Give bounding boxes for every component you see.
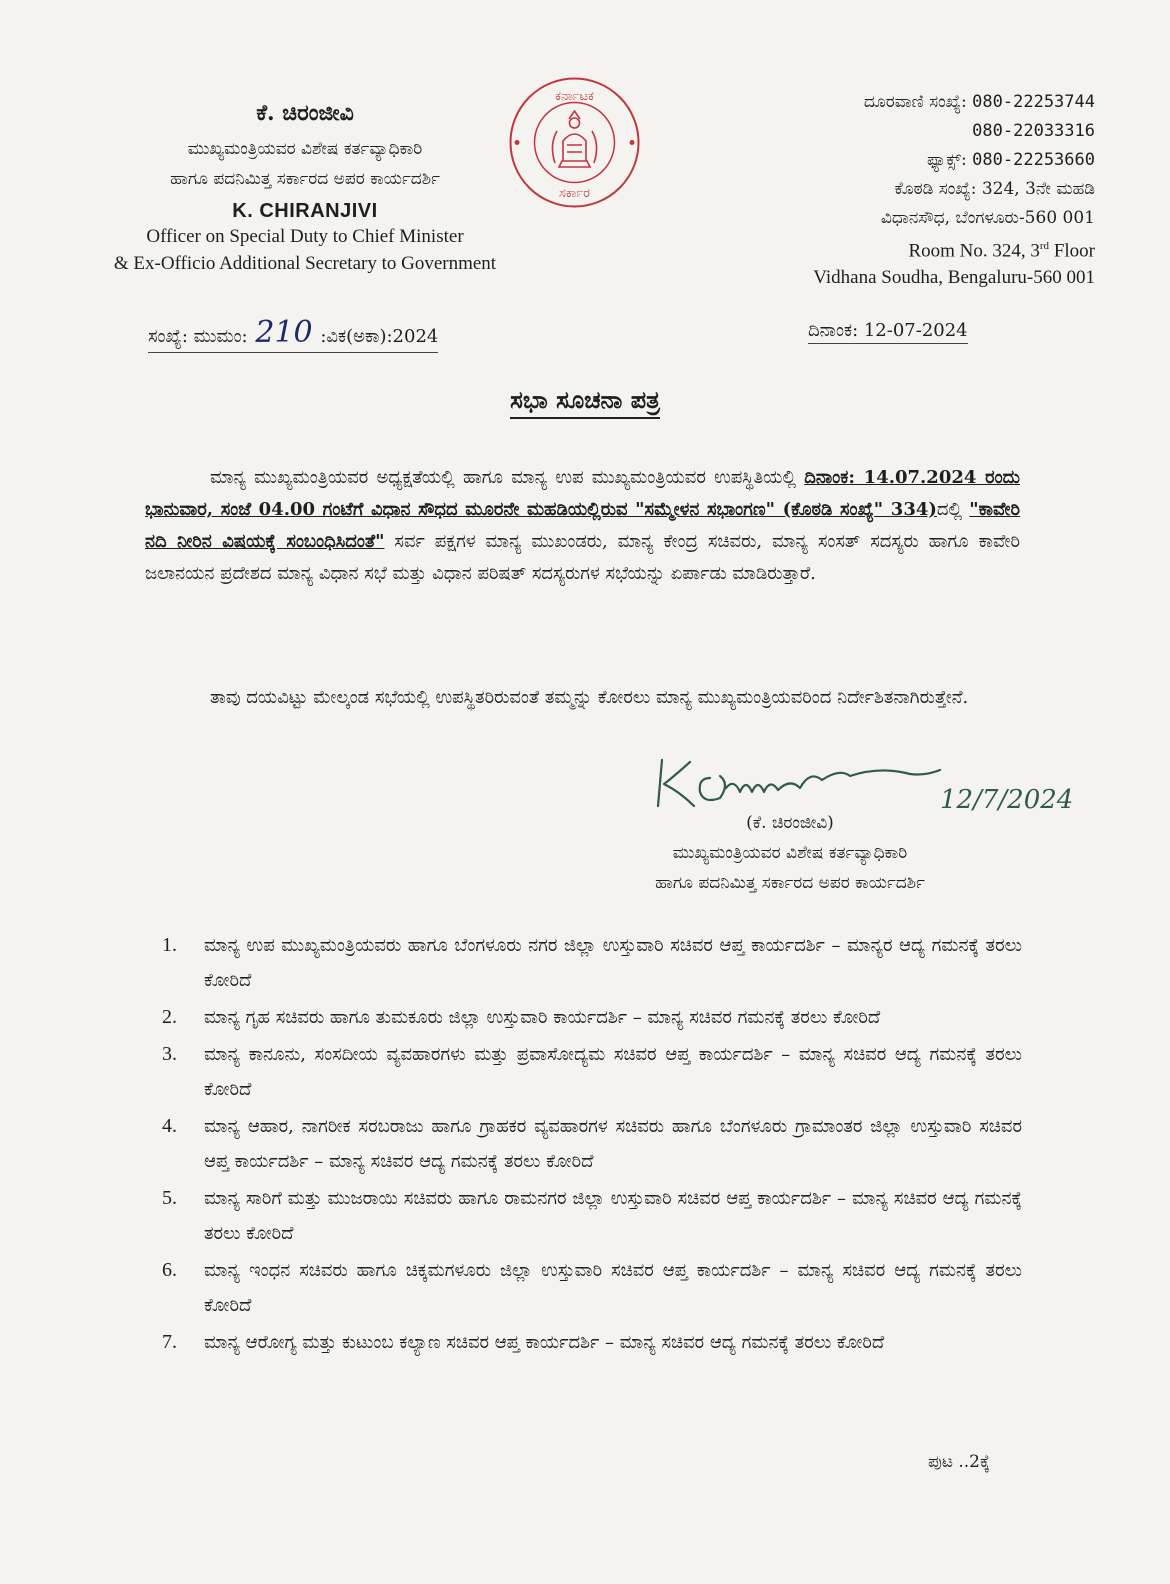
government-seal [507, 75, 642, 210]
seal-text-top: ಕರ್ನಾಟಕ [555, 89, 594, 104]
ref-prefix: ಸಂಖ್ಯೆ: ಮುಮಂ: [148, 326, 248, 347]
para1-subject: "ಕಾವೇರಿ ನದಿ ನೀರಿನ ವಿಷಯಕ್ಕೆ ಸಂಬಂಧಿಸಿದಂತೆ" [145, 499, 1020, 552]
list-item-text: ಮಾನ್ಯ ಇಂಧನ ಸಚಿವರು ಹಾಗೂ ಚಿಕ್ಕಮಗಳೂರು ಜಿಲ್ಲಾ ಉಸ್ತುವಾರಿ ಸಚಿವರ ಆಪ್ತ ಕಾರ್ಯದರ್ಶಿ – ಮಾನ್ಯ ಸಚಿವರ ಆದ್ಯ ಗಮನಕ್ಕೆ ತರಲು ಕೋರಿದೆ [204, 1260, 1022, 1316]
phone-2: 080-22033316 [972, 121, 1095, 141]
list-item-text: ಮಾನ್ಯ ಸಾರಿಗೆ ಮತ್ತು ಮುಜರಾಯಿ ಸಚಿವರು ಹಾಗೂ ರಾಮನಗರ ಜಿಲ್ಲಾ ಉಸ್ತುವಾರಿ ಸಚಿವರ ಆಪ್ತ ಕಾರ್ಯದರ್ಶಿ – ಮಾನ್ಯ ಸಚಿವರ ಆದ್ಯ ಗಮನಕ್ಕೆ ತರಲು ಕೋರಿದೆ [204, 1188, 1022, 1244]
recipient-list [162, 928, 1022, 1362]
list-item-text: ಮಾನ್ಯ ಕಾನೂನು, ಸಂಸದೀಯ ವ್ಯವಹಾರಗಳು ಮತ್ತು ಪ್ರವಾಸೋದ್ಯಮ ಸಚಿವರ ಆಪ್ತ ಕಾರ್ಯದರ್ಶಿ – ಮಾನ್ಯ ಸಚಿವರ ಆದ್ಯ ಗಮನಕ್ಕೆ ತರಲು ಕೋರಿದೆ [204, 1044, 1022, 1100]
phone-line-2 [700, 117, 1095, 146]
address-en: Vidhana Soudha, Bengaluru-560 001 [813, 267, 1095, 289]
list-item-number: 6. [162, 1259, 177, 1281]
list-item-number: 3. [162, 1043, 177, 1065]
list-item-number: 1. [162, 934, 177, 956]
list-item [162, 928, 1022, 998]
list-item-text: ಮಾನ್ಯ ಆರೋಗ್ಯ ಮತ್ತು ಕುಟುಂಬ ಕಲ್ಯಾಣ ಸಚಿವರ ಆಪ್ತ ಕಾರ್ಯದರ್ಶಿ – ಮಾನ್ಯ ಸಚಿವರ ಆದ್ಯ ಗಮನಕ್ಕೆ ತರಲು ಕೋರಿದೆ [204, 1332, 885, 1353]
fax-number: 080-22253660 [972, 150, 1095, 170]
phone-1: 080-22253744 [972, 92, 1095, 112]
list-item-number: 5. [162, 1187, 177, 1209]
para1-meeting-details: ದಿನಾಂಕ: 14.07.2024 ರಂದು ಭಾನುವಾರ, ಸಂಜೆ 04.00 ಗಂಟೆಗೆ ವಿಧಾನ ಸೌಧದ ಮೂರನೇ ಮಹಡಿಯಲ್ಲಿರುವ "ಸಮ್ಮೇಳನ ಸಭಾಂಗಣ" (ಕೊಠಡಿ ಸಂಖ್ಯೆ" 334) [145, 467, 1020, 520]
page-continuation: ಪುಟ ..2ಕ್ಕೆ [928, 1452, 990, 1472]
fax-label: ಫ್ಯಾಕ್ಸ್: [927, 150, 967, 170]
list-item-text: ಮಾನ್ಯ ಗೃಹ ಸಚಿವರು ಹಾಗೂ ತುಮಕೂರು ಜಿಲ್ಲಾ ಉಸ್ತುವಾರಿ ಕಾರ್ಯದರ್ಶಿ – ಮಾನ್ಯ ಸಚಿವರ ಗಮನಕ್ಕೆ ತರಲು ಕೋರಿದೆ [204, 1007, 881, 1028]
address-kn: ವಿಧಾನಸೌಧ, ಬೆಂಗಳೂರು-560 001 [880, 208, 1095, 228]
phone-label: ದೂರವಾಣಿ ಸಂಖ್ಯೆ: [863, 92, 967, 112]
document-title [0, 385, 1170, 414]
list-item-number: 2. [162, 1006, 177, 1028]
sender-title-en-2: & Ex-Officio Additional Secretary to Government [113, 253, 497, 274]
contact-block [700, 88, 1095, 291]
sender-title-en-1: Officer on Special Duty to Chief Minister [146, 226, 464, 247]
letter-date: ದಿನಾಂಕ: 12-07-2024 [808, 320, 968, 344]
ref-suffix: :ವಿಕ(ಅಕಾ):2024 [320, 326, 439, 347]
sender-title-kn-2: ಹಾಗೂ ಪದನಿಮಿತ್ತ ಸರ್ಕಾರದ ಅಪರ ಕಾರ್ಯದರ್ಶಿ [170, 169, 440, 189]
list-item-number: 7. [162, 1331, 177, 1353]
list-item [162, 1253, 1022, 1323]
list-item [162, 1181, 1022, 1251]
room-en-suffix: Floor [1049, 240, 1095, 262]
document-title-text: ಸಭಾ ಸೂಚನಾ ಪತ್ರ [510, 385, 660, 419]
list-item [162, 1000, 1022, 1035]
sender-name-kn: ಕೆ. ಚಿರಂಜೀವಿ [256, 100, 354, 126]
room-en-prefix: Room No. 324, 3 [908, 240, 1040, 262]
signatory-title-1: ಮುಖ್ಯಮಂತ್ರಿಯವರ ವಿಶೇಷ ಕರ್ತವ್ಯಾಧಿಕಾರಿ [672, 843, 908, 863]
para1-c: ದಲ್ಲಿ [936, 499, 970, 520]
signatory-name: (ಕೆ. ಚಿರಂಜೀವಿ) [746, 813, 834, 833]
list-item-text: ಮಾನ್ಯ ಆಹಾರ, ನಾಗರೀಕ ಸರಬರಾಜು ಹಾಗೂ ಗ್ರಾಹಕರ ವ್ಯವಹಾರಗಳ ಸಚಿವರು ಹಾಗೂ ಬೆಂಗಳೂರು ಗ್ರಾಮಾಂತರ ಜಿಲ್ಲಾ ಉಸ್ತುವಾರಿ ಸಚಿವರ ಆಪ್ತ ಕಾರ್ಯದರ್ಶಿ – ಮಾನ್ಯ ಸಚಿವರ ಆದ್ಯ ಗಮನಕ್ಕೆ ತರಲು ಕೋರಿದೆ [204, 1116, 1022, 1172]
signature-date: 12/7/2024 [940, 785, 1074, 815]
signatory-block [560, 808, 1020, 898]
signatory-title-2: ಹಾಗೂ ಪದನಿಮಿತ್ತ ಸರ್ಕಾರದ ಅಪರ ಕಾರ್ಯದರ್ಶಿ [655, 873, 925, 893]
list-item [162, 1325, 1022, 1360]
seal-text-bottom: ಸರ್ಕಾರ [559, 186, 590, 201]
ref-handwritten-number: 210 [255, 315, 313, 350]
body-paragraph-2: ತಾವು ದಯವಿಟ್ಟು ಮೇಲ್ಕಂಡ ಸಭೆಯಲ್ಲಿ ಉಪಸ್ಥಿತರಿರುವಂತೆ ತಮ್ಮನ್ನು ಕೋರಲು ಮಾನ್ಯ ಮುಖ್ಯಮಂತ್ರಿಯವರಿಂದ ನಿರ್ದೇಶಿತನಾಗಿರುತ್ತೇನೆ. [210, 687, 969, 708]
para1-e: ಸರ್ವ ಪಕ್ಷಗಳ ಮಾನ್ಯ ಮುಖಂಡರು, ಮಾನ್ಯ ಕೇಂದ್ರ ಸಚಿವರು, ಮಾನ್ಯ ಸಂಸತ್ ಸದಸ್ಯರು ಹಾಗೂ ಕಾವೇರಿ ಜಲಾನಯನ ಪ್ರದೇಶದ ಮಾನ್ಯ ವಿಧಾನ ಸಭೆ ಮತ್ತು ವಿಧಾನ ಪರಿಷತ್ ಸದಸ್ಯರುಗಳ ಸಭೆಯನ್ನು ಏರ್ಪಾಡು ಮಾಡಿರುತ್ತಾರೆ. [145, 531, 1020, 584]
para1-a: ಮಾನ್ಯ ಮುಖ್ಯಮಂತ್ರಿಯವರ ಅಧ್ಯಕ್ಷತೆಯಲ್ಲಿ ಹಾಗೂ ಮಾನ್ಯ ಉಪ ಮುಖ್ಯಮಂತ್ರಿಯವರ ಉಪಸ್ಥಿತಿಯಲ್ಲಿ [210, 467, 805, 488]
seal-emblem-icon [507, 75, 642, 210]
list-item-number: 4. [162, 1115, 177, 1137]
room-en-sup: rd [1039, 240, 1050, 252]
sender-block [70, 100, 540, 277]
reference-number [148, 315, 438, 353]
room-en [700, 233, 1095, 264]
sender-title-kn-1: ಮುಖ್ಯಮಂತ್ರಿಯವರ ವಿಶೇಷ ಕರ್ತವ್ಯಾಧಿಕಾರಿ [187, 139, 423, 159]
phone-line [700, 88, 1095, 117]
list-item-text: ಮಾನ್ಯ ಉಪ ಮುಖ್ಯಮಂತ್ರಿಯವರು ಹಾಗೂ ಬೆಂಗಳೂರು ನಗರ ಜಿಲ್ಲಾ ಉಸ್ತುವಾರಿ ಸಚಿವರ ಆಪ್ತ ಕಾರ್ಯದರ್ಶಿ – ಮಾನ್ಯರ ಆದ್ಯ ಗಮನಕ್ಕೆ ತರಲು ಕೋರಿದೆ [204, 935, 1022, 991]
fax-line [700, 146, 1095, 175]
list-item [162, 1037, 1022, 1107]
sender-name-en: K. CHIRANJIVI [232, 200, 378, 222]
body-paragraph-1 [145, 462, 1020, 590]
list-item [162, 1109, 1022, 1179]
room-kn: ಕೊಠಡಿ ಸಂಖ್ಯೆ: 324, 3ನೇ ಮಹಡಿ [894, 179, 1095, 199]
